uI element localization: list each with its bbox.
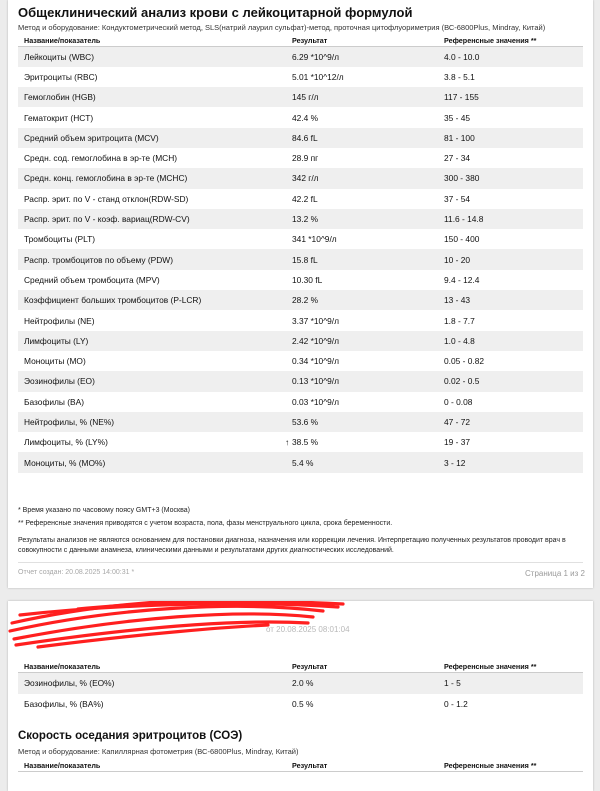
cell-result-text: 3.37 *10^9/л bbox=[292, 315, 340, 326]
cell-name-text: Средн. сод. гемоглобина в эр-те (MCH) bbox=[24, 153, 178, 164]
cell-name bbox=[18, 270, 286, 290]
disclaimer: Результаты анализов не являются основанием для постановки диагноза, назначения или коррекции лечения. Интерпретацию полученных результатов проводит врач в совокупности с данными анамнеза, клиническими данными и результатами других диагностических исследований. bbox=[18, 537, 566, 554]
cell-result-text: 342 г/л bbox=[292, 173, 319, 184]
cell-name bbox=[18, 290, 286, 310]
cell-name bbox=[18, 229, 286, 249]
cell-reference-text: 19 - 37 bbox=[444, 437, 471, 448]
cell-reference-text: 10 - 20 bbox=[444, 254, 471, 265]
obscured-date: от 20.08.2025 08:01:04 bbox=[266, 625, 350, 634]
cell-reference-text: 117 - 155 bbox=[444, 92, 479, 103]
cell-reference-text: 37 - 54 bbox=[444, 193, 471, 204]
cell-name bbox=[18, 331, 286, 351]
cell-result-text: 0.13 *10^9/л bbox=[292, 376, 340, 387]
header-result: Результат bbox=[286, 661, 438, 673]
cell-name-text: Распр. тромбоцитов по объему (PDW) bbox=[24, 254, 173, 265]
header-result: Результат bbox=[286, 35, 438, 47]
cell-name bbox=[18, 87, 286, 107]
cell-reference-text: 300 - 380 bbox=[444, 173, 480, 184]
cell-result bbox=[286, 270, 438, 290]
table-row bbox=[18, 249, 583, 269]
table-row bbox=[18, 107, 583, 127]
cell-name-text: Эозинофилы (EO) bbox=[24, 376, 95, 387]
cell-reference-text: 1.0 - 4.8 bbox=[444, 335, 475, 346]
cell-name-text: Базофилы (BA) bbox=[24, 396, 85, 407]
cell-name-text: Моноциты, % (MO%) bbox=[24, 457, 106, 468]
cell-result bbox=[286, 452, 438, 472]
cell-name-text: Гематокрит (HCT) bbox=[24, 112, 94, 123]
cell-name-text: Нейтрофилы (NE) bbox=[24, 315, 95, 326]
cell-result bbox=[286, 128, 438, 148]
cell-reference bbox=[438, 107, 583, 127]
cell-reference bbox=[438, 168, 583, 188]
cell-name bbox=[18, 67, 286, 87]
cell-result-text: 13.2 % bbox=[292, 214, 319, 225]
cell-result bbox=[286, 673, 438, 694]
cell-reference-text: 3.8 - 5.1 bbox=[444, 71, 475, 82]
cell-reference bbox=[438, 67, 583, 87]
cell-reference bbox=[438, 47, 583, 67]
table-row bbox=[18, 67, 583, 87]
cell-result bbox=[286, 249, 438, 269]
header-result: Результат bbox=[286, 760, 438, 772]
cell-name-text: Лейкоциты (WBC) bbox=[24, 51, 95, 62]
cell-name bbox=[18, 694, 286, 715]
cell-reference-text: 1.8 - 7.7 bbox=[444, 315, 475, 326]
cell-reference-text: 27 - 34 bbox=[444, 153, 471, 164]
header-reference: Референсные значения ** bbox=[438, 760, 583, 772]
cell-reference bbox=[438, 87, 583, 107]
cell-name-text: Нейтрофилы, % (NE%) bbox=[24, 416, 115, 427]
cell-name bbox=[18, 310, 286, 330]
table-header-row bbox=[18, 661, 583, 673]
cell-result-text: 145 г/л bbox=[292, 92, 319, 103]
cell-reference-text: 81 - 100 bbox=[444, 132, 475, 143]
table-row bbox=[18, 189, 583, 209]
cell-name bbox=[18, 432, 286, 452]
cell-reference bbox=[438, 310, 583, 330]
cell-reference bbox=[438, 189, 583, 209]
cell-result bbox=[286, 371, 438, 391]
cell-name-text: Эритроциты (RBC) bbox=[24, 71, 98, 82]
cell-result-text: 28.2 % bbox=[292, 295, 319, 306]
table-row bbox=[18, 371, 583, 391]
cell-name bbox=[18, 673, 286, 694]
cell-name bbox=[18, 168, 286, 188]
cell-reference bbox=[438, 209, 583, 229]
cell-name bbox=[18, 412, 286, 432]
cell-reference-text: 3 - 12 bbox=[444, 457, 466, 468]
cell-reference bbox=[438, 371, 583, 391]
cell-result bbox=[286, 47, 438, 67]
panel-title: Общеклинический анализ крови с лейкоцитарной формулой bbox=[18, 5, 413, 20]
table-row bbox=[18, 47, 583, 67]
results-table bbox=[18, 35, 583, 473]
cell-reference-text: 47 - 72 bbox=[444, 416, 471, 427]
cell-reference bbox=[438, 412, 583, 432]
table-row bbox=[18, 229, 583, 249]
table-row bbox=[18, 331, 583, 351]
cell-reference-text: 9.4 - 12.4 bbox=[444, 274, 480, 285]
cell-name bbox=[18, 371, 286, 391]
cell-result bbox=[286, 290, 438, 310]
cell-name-text: Тромбоциты (PLT) bbox=[24, 234, 96, 245]
cell-result-text: 341 *10^9/л bbox=[292, 234, 337, 245]
cell-reference-text: 4.0 - 10.0 bbox=[444, 51, 480, 62]
cell-name-text: Коэффициент больших тромбоцитов (P-LCR) bbox=[24, 295, 202, 306]
table-row bbox=[18, 209, 583, 229]
cell-result bbox=[286, 148, 438, 168]
cell-result-text: 28.9 пг bbox=[292, 153, 319, 164]
note-time: * Время указано по часовому поясу GMT+3 (Москва) bbox=[18, 507, 190, 514]
report-page-1 bbox=[8, 0, 593, 588]
cell-reference-text: 1 - 5 bbox=[444, 678, 461, 689]
table-header-row bbox=[18, 35, 583, 47]
cell-result-text: 42.4 % bbox=[292, 112, 319, 123]
cell-reference-text: 0.05 - 0.82 bbox=[444, 356, 485, 367]
cell-name-text: Средний объем эритроцита (MCV) bbox=[24, 132, 159, 143]
cell-reference bbox=[438, 229, 583, 249]
cell-reference-text: 0.02 - 0.5 bbox=[444, 376, 480, 387]
cell-reference-text: 11.6 - 14.8 bbox=[444, 214, 484, 225]
method-text: Метод и оборудование: Кондуктометрический метод, SLS(натрий лаурил сульфат)-метод, проточная цитофлуориметрия (ВС-6800Plus, Mindray, Китай) bbox=[18, 23, 546, 32]
cell-reference bbox=[438, 694, 583, 715]
cell-reference bbox=[438, 249, 583, 269]
cell-reference-text: 0 - 1.2 bbox=[444, 699, 468, 709]
cell-result-text: 0.03 *10^9/л bbox=[292, 396, 340, 407]
cell-name bbox=[18, 392, 286, 412]
esr-method: Метод и оборудование: Капиллярная фотометрия (ВС-6800Plus, Mindray, Китай) bbox=[18, 747, 299, 756]
cell-result-text: 15.8 fL bbox=[292, 254, 318, 265]
cell-result-text: 2.42 *10^9/л bbox=[292, 335, 340, 346]
table-row bbox=[18, 290, 583, 310]
cell-name bbox=[18, 351, 286, 371]
esr-table bbox=[18, 760, 583, 772]
cell-result-text: 38.5 % bbox=[292, 437, 319, 448]
page-indicator: Страница 1 из 2 bbox=[525, 569, 585, 578]
table-header-row bbox=[18, 760, 583, 772]
cell-reference bbox=[438, 392, 583, 412]
cell-name-text: Средний объем тромбоцита (MPV) bbox=[24, 274, 160, 285]
cell-result bbox=[286, 412, 438, 432]
header-reference: Референсные значения ** bbox=[438, 661, 583, 673]
report-created: Отчет создан: 20.08.2025 14:00:31 * bbox=[18, 569, 135, 576]
divider bbox=[18, 562, 583, 563]
cell-result bbox=[286, 694, 438, 715]
header-name: Название/показатель bbox=[18, 35, 286, 47]
cell-reference bbox=[438, 673, 583, 694]
cell-result bbox=[286, 107, 438, 127]
table-row bbox=[18, 694, 583, 715]
cell-reference-text: 0 - 0.08 bbox=[444, 396, 473, 407]
table-row bbox=[18, 392, 583, 412]
cell-name bbox=[18, 452, 286, 472]
cell-result-text: 10.30 fL bbox=[292, 274, 323, 285]
table-row bbox=[18, 412, 583, 432]
esr-title: Скорость оседания эритроцитов (СОЭ) bbox=[18, 730, 243, 742]
cell-result-text: 5.4 % bbox=[292, 457, 314, 468]
cell-result bbox=[286, 87, 438, 107]
cell-result bbox=[286, 209, 438, 229]
cell-result-text: 84.6 fL bbox=[292, 132, 318, 143]
note-reference: ** Референсные значения приводятся с учетом возраста, пола, фазы менструального цикла, срока беременности. bbox=[18, 520, 393, 527]
cell-reference bbox=[438, 452, 583, 472]
header-name: Название/показатель bbox=[18, 760, 286, 772]
cell-result-text: 6.29 *10^9/л bbox=[292, 51, 340, 62]
header-reference: Референсные значения ** bbox=[438, 35, 583, 47]
cell-result bbox=[286, 392, 438, 412]
table-row bbox=[18, 148, 583, 168]
table-row bbox=[18, 270, 583, 290]
cell-name bbox=[18, 107, 286, 127]
cell-result-text: 0.5 % bbox=[292, 699, 314, 709]
cell-result-text: 0.34 *10^9/л bbox=[292, 356, 340, 367]
cell-name bbox=[18, 47, 286, 67]
cell-reference bbox=[438, 331, 583, 351]
table-row bbox=[18, 673, 583, 694]
table-row bbox=[18, 351, 583, 371]
redaction-scribble bbox=[8, 601, 593, 651]
cell-name-text: Базофилы, % (BA%) bbox=[24, 699, 104, 709]
table-row bbox=[18, 87, 583, 107]
cell-reference bbox=[438, 351, 583, 371]
cell-name-text: Распр. эрит. по V - станд отклон(RDW-SD) bbox=[24, 193, 189, 204]
table-row bbox=[18, 432, 583, 452]
cell-name-text: Эозинофилы, % (EO%) bbox=[24, 678, 115, 689]
cell-name bbox=[18, 249, 286, 269]
table-row bbox=[18, 128, 583, 148]
cell-reference-text: 150 - 400 bbox=[444, 234, 480, 245]
cell-result bbox=[286, 229, 438, 249]
header-name: Название/показатель bbox=[18, 661, 286, 673]
cell-result bbox=[286, 351, 438, 371]
cell-result bbox=[286, 67, 438, 87]
cell-reference bbox=[438, 148, 583, 168]
cell-result-text: 42.2 fL bbox=[292, 193, 318, 204]
cell-result-text: 53.6 % bbox=[292, 416, 319, 427]
table-row bbox=[18, 168, 583, 188]
cell-result-text: 5.01 *10^12/л bbox=[292, 71, 344, 82]
cell-name bbox=[18, 148, 286, 168]
cell-name-text: Гемоглобин (HGB) bbox=[24, 92, 96, 103]
cell-reference-text: 13 - 43 bbox=[444, 295, 471, 306]
cell-reference bbox=[438, 432, 583, 452]
cell-reference bbox=[438, 290, 583, 310]
cell-name-text: Лимфоциты (LY) bbox=[24, 335, 89, 346]
cell-result bbox=[286, 189, 438, 209]
results-table-continued bbox=[18, 661, 583, 715]
cell-name bbox=[18, 209, 286, 229]
cell-name-text: Средн. конц. гемоглобина в эр-те (MCHC) bbox=[24, 173, 188, 184]
cell-result-text: 2.0 % bbox=[292, 678, 314, 689]
cell-result bbox=[286, 168, 438, 188]
cell-result bbox=[286, 331, 438, 351]
cell-name bbox=[18, 189, 286, 209]
cell-reference bbox=[438, 128, 583, 148]
cell-name-text: Лимфоциты, % (LY%) bbox=[24, 437, 108, 448]
table-row bbox=[18, 452, 583, 472]
cell-reference-text: 35 - 45 bbox=[444, 112, 471, 123]
cell-result bbox=[286, 310, 438, 330]
report-page-2 bbox=[8, 601, 593, 791]
cell-name bbox=[18, 128, 286, 148]
cell-name-text: Распр. эрит. по V - коэф. вариац(RDW-CV) bbox=[24, 214, 190, 225]
cell-reference bbox=[438, 270, 583, 290]
cell-result: ↑ 38.5 % bbox=[285, 437, 319, 448]
cell-name-text: Моноциты (MO) bbox=[24, 356, 86, 367]
table-row bbox=[18, 310, 583, 330]
